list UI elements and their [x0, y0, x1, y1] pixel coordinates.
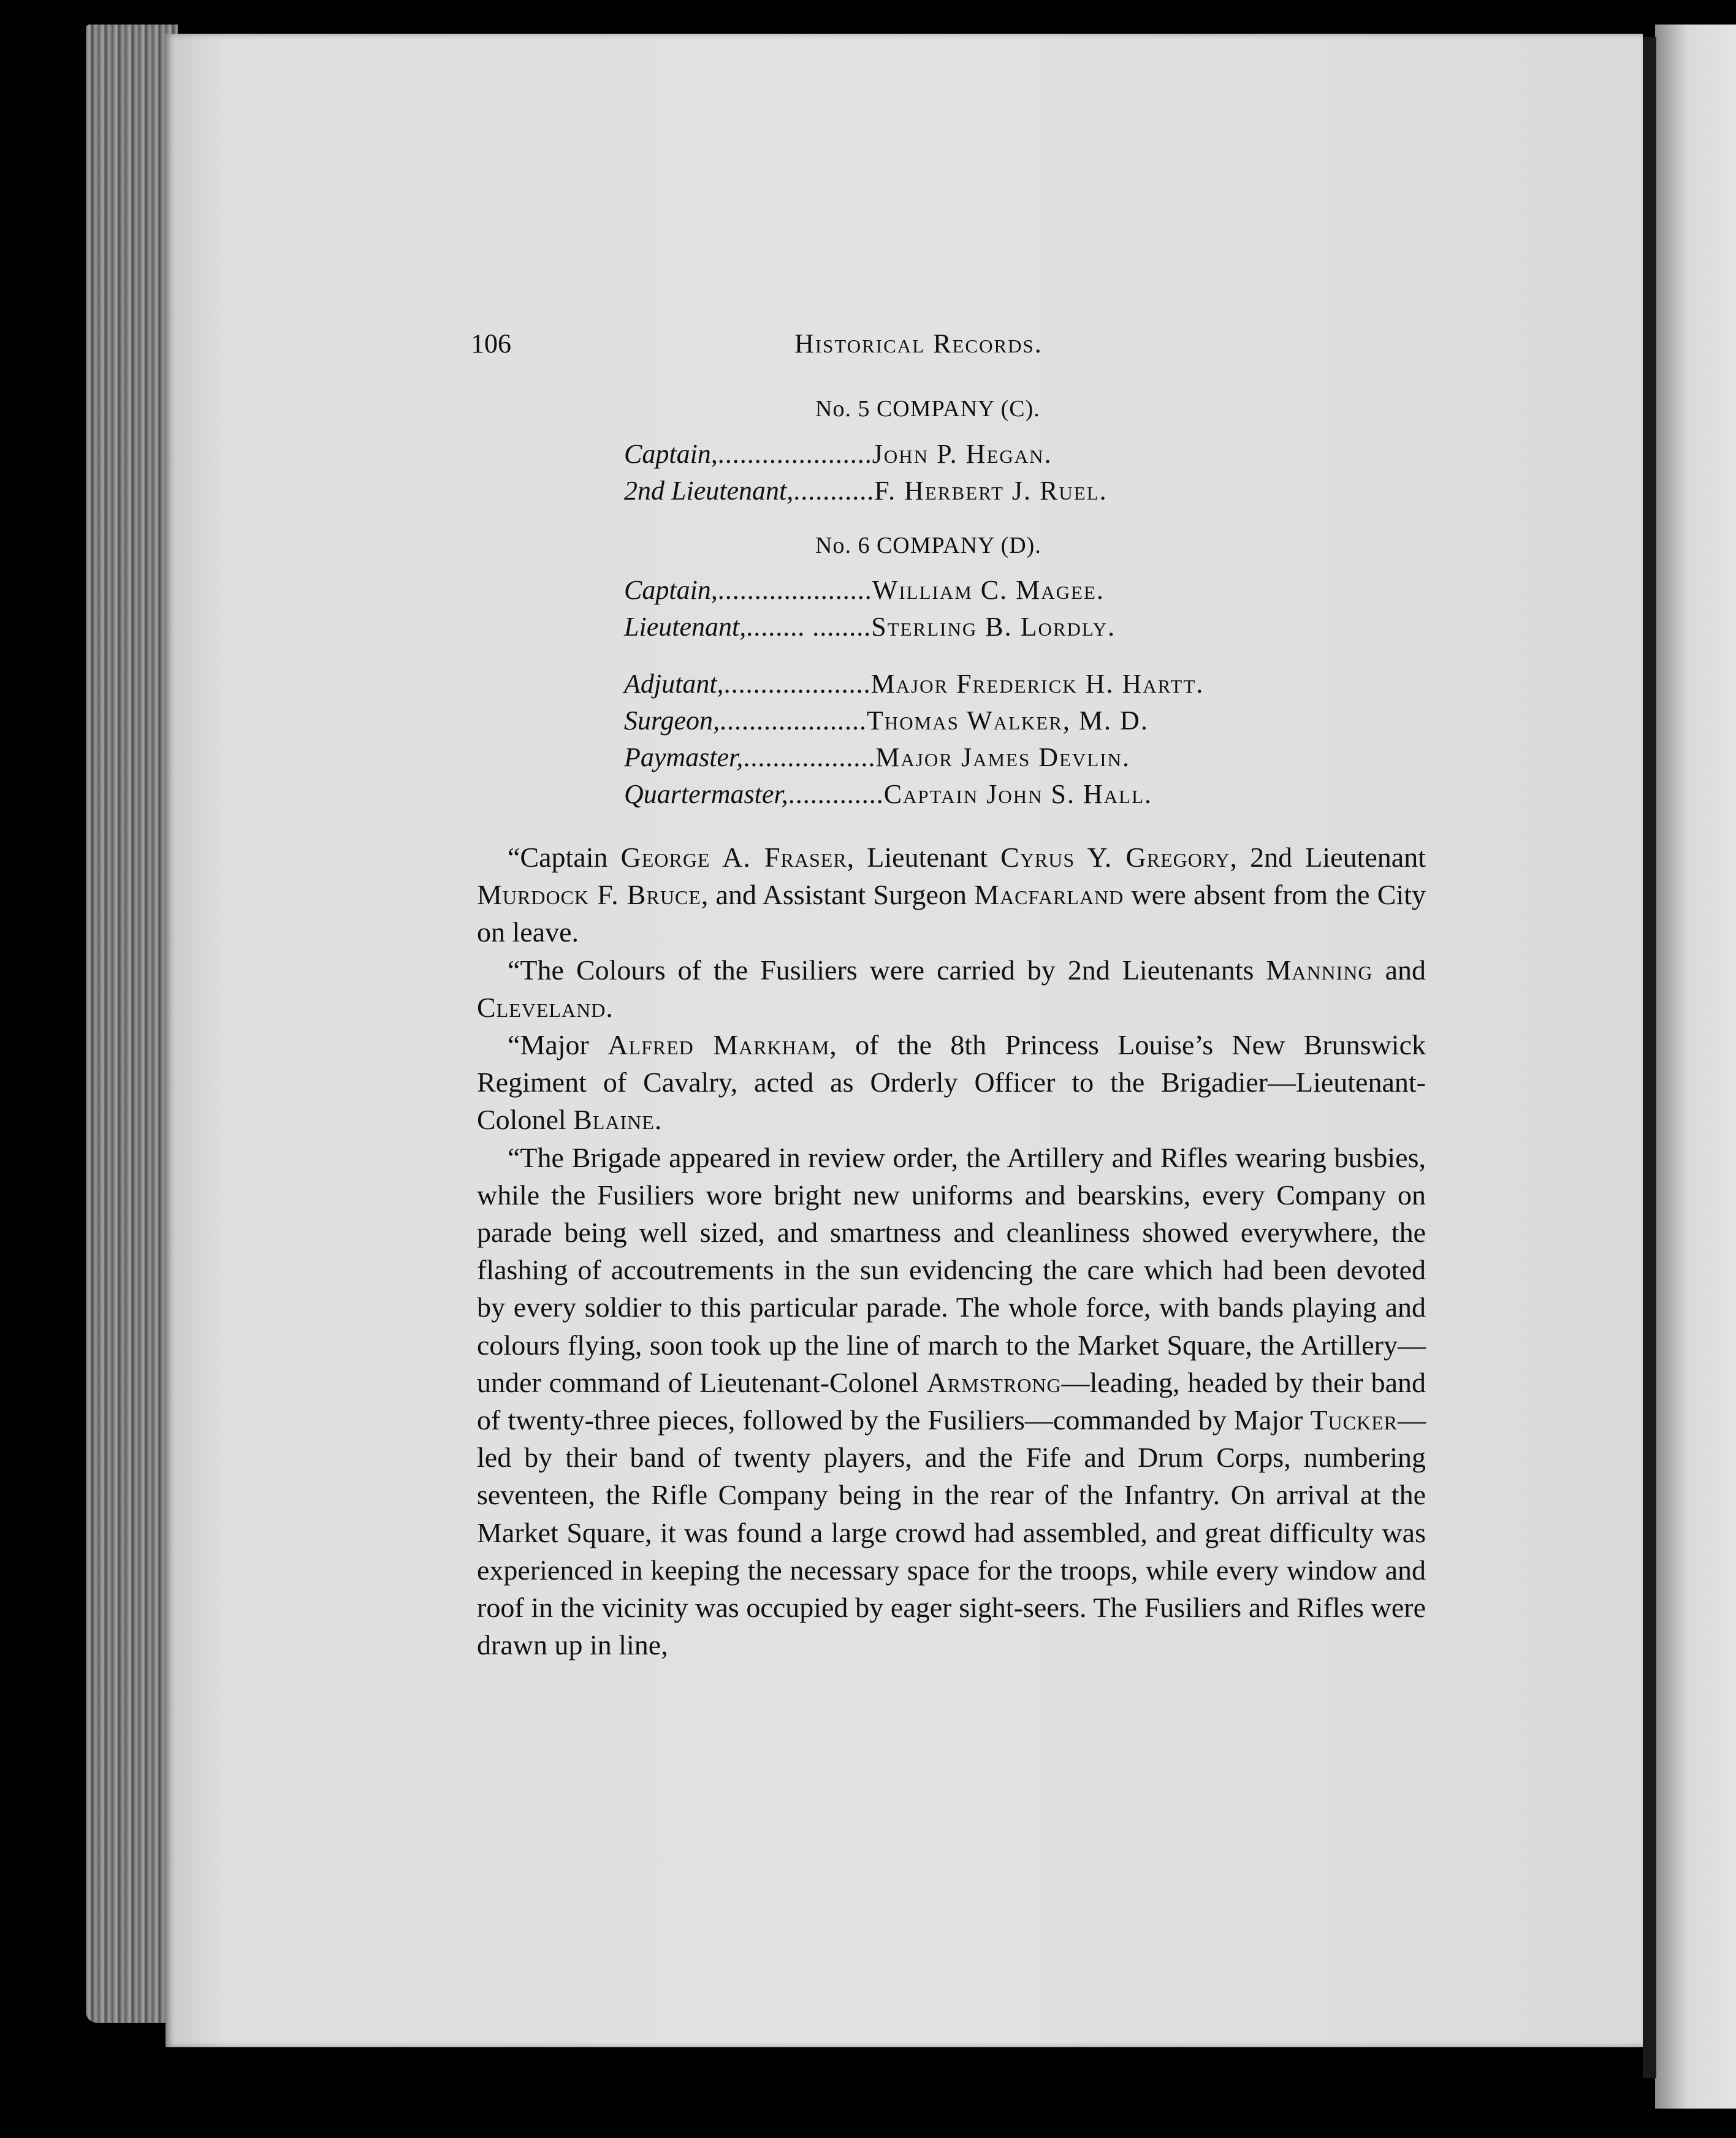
staff-role: Quartermaster, — [624, 779, 788, 809]
proper-name: Cyrus Y. Gregory — [1000, 842, 1230, 873]
roster-row — [624, 611, 1544, 644]
text-run: and — [1372, 954, 1426, 986]
staff-name: Major Frederick H. Hartt. — [870, 669, 1205, 699]
running-head — [471, 328, 1672, 365]
roster-role: Captain, — [624, 439, 718, 469]
proper-name: Manning — [1266, 954, 1373, 986]
roster-name: Sterling B. Lordly. — [871, 612, 1116, 642]
roster-name: William C. Magee. — [872, 575, 1105, 605]
paragraph — [477, 951, 1426, 1026]
proper-name: Armstrong — [926, 1366, 1062, 1398]
paragraph — [477, 1026, 1426, 1139]
text-run: were absent from the City on leave. — [477, 879, 1426, 948]
body-text — [477, 839, 1426, 1664]
proper-name: Cleveland — [477, 991, 606, 1023]
staff-role: Paymaster, — [624, 742, 744, 772]
paragraph — [477, 1139, 1426, 1664]
staff-name: Major James Devlin. — [875, 742, 1130, 772]
staff-name: Thomas Walker, M. D. — [867, 706, 1149, 736]
text-run: —led by their band of twenty players, and the Fife and Drum Corps, numbering seventeen, the Rifle Company being in the rear of the Infantry. On arrival at the Market Square, it was found a large crowd had assembled, and great difficulty was experienced in keeping the necessary space for the troops, while every window and roof in the vicinity was occupied by eager sight-seers. The Fusiliers and Rifles were drawn up in line, — [477, 1404, 1426, 1661]
proper-name: Macfarland — [974, 879, 1124, 911]
text-run: , and Assistant Surgeon — [701, 879, 975, 911]
roster-name: F. Herbert J. Ruel. — [874, 476, 1108, 506]
staff-role: Adjutant, — [624, 669, 724, 699]
proper-name: Alfred Markham — [607, 1029, 830, 1061]
running-title: Historical Records. — [794, 329, 1043, 359]
company-heading: No. 6 COMPANY (D). — [815, 533, 1041, 558]
staff-row — [624, 742, 1544, 775]
roster-role: Lieutenant, — [624, 612, 747, 642]
text-run: . — [654, 1104, 662, 1136]
staff-row — [624, 705, 1544, 738]
staff-row — [624, 778, 1544, 812]
text-run: , of the 8th Princess Louise’s New Brunswick Regiment of Cavalry, acted as Orderly Officer to the Brigadier—Lieutenant-Colonel — [477, 1029, 1426, 1136]
text-run: “Major — [508, 1029, 608, 1061]
roster-leader-dots: ..................... — [717, 575, 872, 605]
text-run: —leading, headed by their band of twenty-three pieces, followed by the Fusiliers—commanded by Major — [477, 1366, 1426, 1436]
proper-name: Blaine — [573, 1104, 655, 1136]
roster-leader-dots: ........ ........ — [746, 612, 872, 642]
staff-row — [624, 668, 1544, 701]
staff-leader-dots: .................... — [720, 706, 867, 736]
proper-name: Tucker — [1310, 1404, 1398, 1436]
book-page-edges — [86, 25, 178, 2023]
roster-row — [624, 574, 1544, 607]
roster-row — [624, 438, 1544, 471]
roster-role: Captain, — [624, 575, 718, 605]
text-run: “Captain — [508, 842, 621, 873]
roster-row — [624, 475, 1544, 508]
roster-name: John P. Hegan. — [872, 439, 1053, 469]
company-heading: No. 5 COMPANY (C). — [815, 396, 1040, 422]
proper-name: George A. Fraser — [620, 842, 847, 873]
roster-leader-dots: ........... — [793, 476, 875, 506]
staff-leader-dots: .................... — [723, 669, 871, 699]
roster-leader-dots: ..................... — [717, 439, 872, 469]
text-run: , 2nd Lieutenant — [1230, 842, 1426, 873]
text-run: “The Brigade appeared in review order, the Artillery and Rifles wearing busbies, while the Fusiliers wore bright new uniforms and bearskins, every Company on parade being well sized, and smartness and cleanliness showed everywhere, the flashing of accoutrements in the sun evidencing the care which had been devoted by every soldier to this particular parade. The whole force, with bands playing and colours flying, soon took up the line of march to the Market Square, the Artillery—under command of Lieutenant-Colonel — [477, 1141, 1426, 1398]
staff-role: Surgeon, — [624, 706, 720, 736]
proper-name: Murdock F. Bruce — [477, 879, 701, 911]
staff-leader-dots: ............. — [788, 779, 884, 809]
staff-leader-dots: .................. — [743, 742, 876, 772]
roster-role: 2nd Lieutenant, — [624, 476, 794, 506]
paragraph — [477, 839, 1426, 951]
text-run: “The Colours of the Fusiliers were carried by 2nd Lieutenants — [508, 954, 1266, 986]
text-run: , Lieutenant — [847, 842, 1001, 873]
text-run: . — [606, 991, 613, 1023]
staff-name: Captain John S. Hall. — [883, 779, 1153, 809]
page-number: 106 — [471, 329, 511, 359]
